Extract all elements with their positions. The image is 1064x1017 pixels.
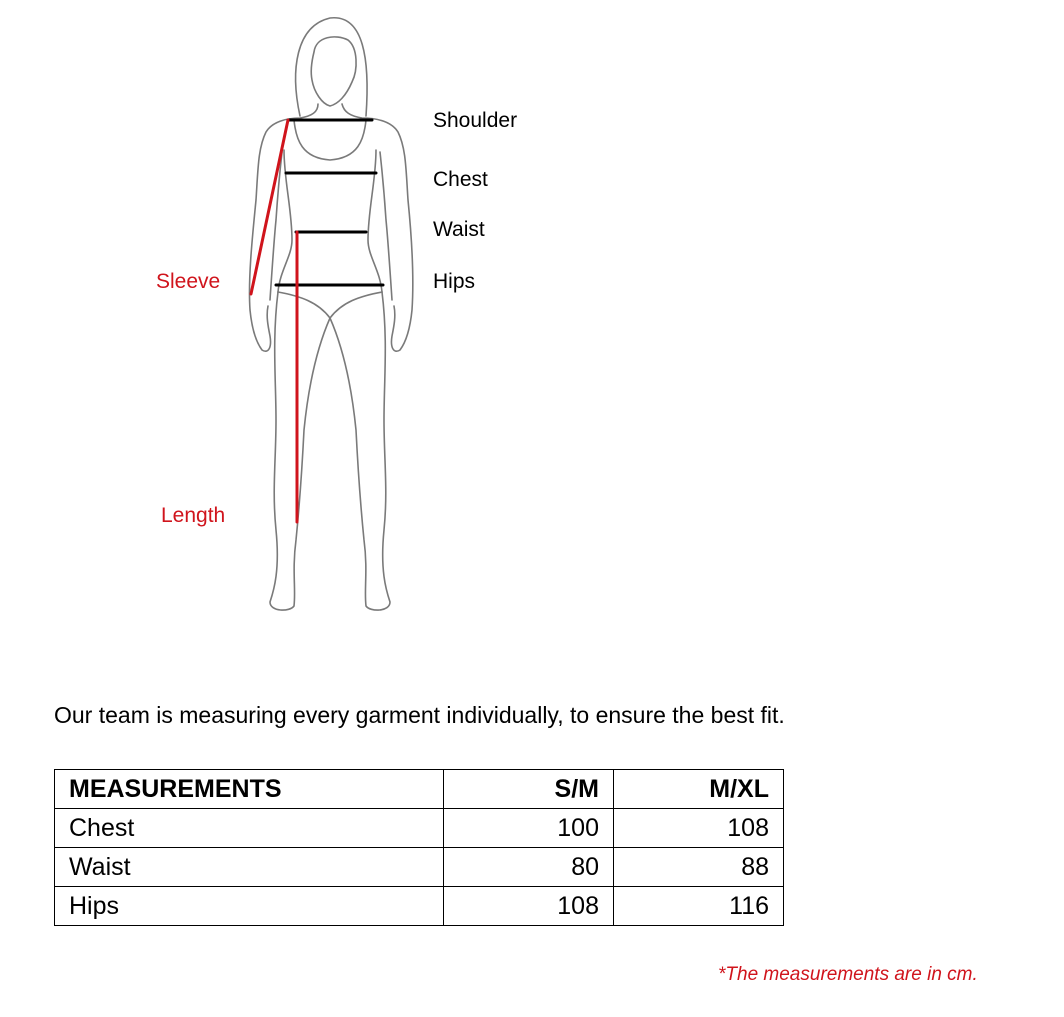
row-label: Hips — [55, 887, 444, 926]
cell-value: 100 — [444, 809, 614, 848]
cell-value: 108 — [614, 809, 784, 848]
cell-value: 116 — [614, 887, 784, 926]
cell-value: 80 — [444, 848, 614, 887]
table-row — [55, 887, 784, 926]
header-size-mxl: M/XL — [614, 770, 784, 809]
size-table — [54, 769, 784, 926]
intro-text: Our team is measuring every garment individually, to ensure the best fit. — [54, 702, 785, 728]
table-header-row — [55, 770, 784, 809]
cell-value: 88 — [614, 848, 784, 887]
hips-label: Hips — [433, 270, 476, 293]
chest-label: Chest — [433, 168, 488, 191]
table-row — [55, 809, 784, 848]
units-footnote: *The measurements are in cm. — [718, 964, 978, 985]
sleeve-label: Sleeve — [156, 270, 221, 293]
row-label: Waist — [55, 848, 444, 887]
cell-value: 108 — [444, 887, 614, 926]
header-size-sm: S/M — [444, 770, 614, 809]
row-label: Chest — [55, 809, 444, 848]
length-label: Length — [161, 504, 226, 527]
sleeve-line — [251, 120, 288, 294]
table-row — [55, 848, 784, 887]
header-measurements: MEASUREMENTS — [55, 770, 444, 809]
waist-label: Waist — [433, 218, 485, 241]
shoulder-label: Shoulder — [433, 109, 518, 132]
